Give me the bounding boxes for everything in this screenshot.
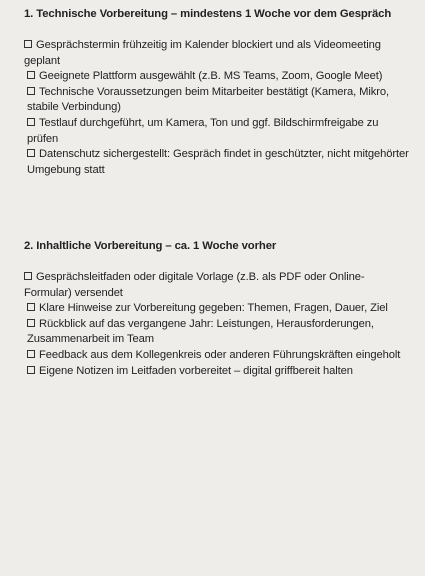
checklist-item: Feedback aus dem Kollegenkreis oder anderen Führungskräften eingeholt xyxy=(24,348,411,364)
section-heading: 2. Inhaltliche Vorbereitung – ca. 1 Woche vorher xyxy=(24,240,277,252)
checklist-item: Gesprächstermin frühzeitig im Kalender blockiert und als Videomeeting geplant xyxy=(24,39,381,67)
checkbox-icon[interactable] xyxy=(27,350,35,358)
checklist-item: Klare Hinweise zur Vorbereitung gegeben: Themen, Fragen, Dauer, Ziel xyxy=(24,301,411,317)
checklist-item: Technische Voraussetzungen beim Mitarbeiter bestätigt (Kamera, Mikro, stabile Verbindung) xyxy=(27,85,390,114)
checkbox-icon[interactable] xyxy=(24,272,32,280)
checklist-item: Gesprächsleitfaden oder digitale Vorlage (z.B. als PDF oder Online-Formular) versendet xyxy=(24,271,365,299)
checkbox-icon[interactable] xyxy=(27,366,35,374)
checklist-item: Rückblick auf das vergangene Jahr: Leistungen, Herausforderungen, Zusammenarbeit im Team xyxy=(27,317,374,346)
section-heading: 1. Technische Vorbereitung – mindestens 1 Woche vor dem Gespräch xyxy=(24,8,392,20)
checklist-item: Eigene Notizen im Leitfaden vorbereitet – digital griffbereit halten xyxy=(24,364,411,380)
checklist xyxy=(24,38,411,178)
checkbox-icon[interactable] xyxy=(27,87,35,95)
checkbox-icon[interactable] xyxy=(27,149,35,157)
checklist-item: Testlauf durchgeführt, um Kamera, Ton und ggf. Bildschirmfreigabe zu prüfen xyxy=(27,116,379,145)
checkbox-icon[interactable] xyxy=(27,303,35,311)
checklist-item: Datenschutz sichergestellt: Gespräch findet in geschützter, nicht mitgehörter Umgebung statt xyxy=(27,148,409,176)
checkbox-icon[interactable] xyxy=(24,40,32,48)
checkbox-icon[interactable] xyxy=(27,71,35,79)
checkbox-icon[interactable] xyxy=(27,319,35,327)
checklist-item: Geeignete Plattform ausgewählt (z.B. MS Teams, Zoom, Google Meet) xyxy=(24,69,411,85)
section-technical-preparation xyxy=(24,6,411,178)
checklist xyxy=(24,270,411,379)
checkbox-icon[interactable] xyxy=(27,118,35,126)
section-content-preparation xyxy=(24,238,411,379)
